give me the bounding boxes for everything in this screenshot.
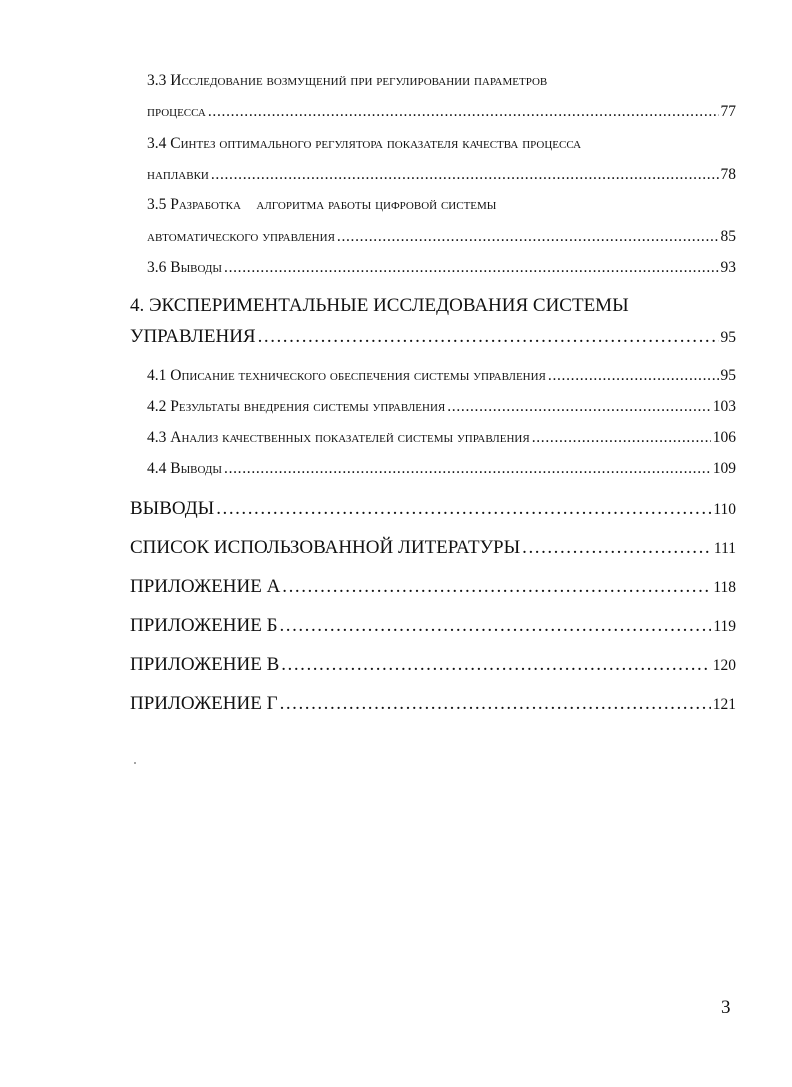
toc-conclusions[interactable] bbox=[130, 499, 736, 518]
toc-chapter-4-title: 4. ЭКСПЕРИМЕНТАЛЬНЫЕ ИССЛЕДОВАНИЯ СИСТЕМЫ bbox=[130, 295, 629, 316]
leader-dots bbox=[548, 368, 719, 384]
toc-appendix-c-page: 120 bbox=[712, 657, 736, 674]
toc-appendix-b-page: 119 bbox=[713, 618, 736, 635]
toc-chapter-4-title-cont: УПРАВЛЕНИЯ bbox=[130, 326, 256, 347]
leader-dots bbox=[337, 229, 719, 245]
toc-conclusions-page: 110 bbox=[713, 501, 736, 518]
toc-appendix-c-title: ПРИЛОЖЕНИЕ В bbox=[130, 654, 280, 675]
toc-entry-3-5[interactable] bbox=[147, 229, 736, 245]
toc-appendix-c[interactable] bbox=[130, 655, 736, 674]
toc-chapter-4[interactable] bbox=[130, 327, 736, 346]
toc-entry-4-4-title: 4.4 Выводы bbox=[147, 460, 223, 477]
toc-entry-3-5-title: 3.5 Разработка алгоритма работы цифровой системы bbox=[147, 196, 497, 213]
leader-dots bbox=[447, 399, 711, 415]
toc-entry-3-4[interactable] bbox=[147, 167, 736, 183]
toc-conclusions-title: ВЫВОДЫ bbox=[130, 498, 215, 519]
toc-appendix-a-page: 118 bbox=[713, 579, 736, 596]
toc-entry-3-6-title: 3.6 Выводы bbox=[147, 259, 223, 276]
leader-dots bbox=[211, 167, 719, 183]
toc-entry-3-6[interactable] bbox=[147, 260, 736, 276]
toc-entry-4-2-page: 103 bbox=[712, 398, 736, 415]
page-number: 3 bbox=[721, 997, 731, 1018]
leader-dots bbox=[279, 616, 711, 635]
toc-entry-3-4-page: 78 bbox=[720, 166, 736, 183]
leader-dots bbox=[224, 461, 711, 477]
toc-appendix-b[interactable] bbox=[130, 616, 736, 635]
leader-dots bbox=[280, 694, 711, 713]
toc-entry-4-3[interactable] bbox=[147, 430, 736, 446]
leader-dots bbox=[208, 104, 719, 120]
toc-appendix-b-title: ПРИЛОЖЕНИЕ Б bbox=[130, 615, 278, 636]
toc-entry-3-5-page: 85 bbox=[720, 228, 736, 245]
toc-references-title: СПИСОК ИСПОЛЬЗОВАННОЙ ЛИТЕРАТУРЫ bbox=[130, 537, 521, 558]
toc-entry-3-5-title-cont: автоматического управления bbox=[147, 228, 335, 245]
toc-references[interactable] bbox=[130, 538, 736, 557]
leader-dots bbox=[281, 655, 711, 674]
toc-entry-3-3-title-cont: процесса bbox=[147, 103, 206, 120]
toc-references-page: 111 bbox=[713, 540, 736, 557]
leader-dots bbox=[532, 430, 711, 446]
toc-appendix-a[interactable] bbox=[130, 577, 736, 596]
toc-entry-4-4-page: 109 bbox=[712, 460, 736, 477]
toc-entry-3-3-page: 77 bbox=[720, 103, 736, 120]
toc-chapter-4-page: 95 bbox=[720, 329, 736, 346]
leader-dots bbox=[522, 538, 712, 557]
toc-appendix-a-title: ПРИЛОЖЕНИЕ А bbox=[130, 576, 281, 597]
leader-dots bbox=[216, 499, 711, 518]
leader-dots bbox=[282, 577, 711, 596]
toc-entry-3-4-title: 3.4 Синтез оптимального регулятора показателя качества процесса bbox=[147, 135, 582, 152]
toc-entry-4-3-page: 106 bbox=[712, 429, 736, 446]
toc-entry-4-3-title: 4.3 Анализ качественных показателей системы управления bbox=[147, 429, 530, 446]
leader-dots bbox=[224, 260, 718, 276]
toc-entry-4-2[interactable] bbox=[147, 399, 736, 415]
toc-entry-4-1-page: 95 bbox=[720, 367, 736, 384]
scan-speck bbox=[134, 762, 136, 764]
leader-dots bbox=[258, 327, 719, 346]
toc-entry-4-4[interactable] bbox=[147, 461, 736, 477]
toc-appendix-d-title: ПРИЛОЖЕНИЕ Г bbox=[130, 693, 278, 714]
toc-appendix-d-page: 121 bbox=[712, 696, 736, 713]
toc-appendix-d[interactable] bbox=[130, 694, 736, 713]
toc-entry-3-3-title: 3.3 Исследование возмущений при регулировании параметров bbox=[147, 72, 548, 89]
toc-entry-4-1[interactable] bbox=[147, 368, 736, 384]
toc-entry-3-4-title-cont: наплавки bbox=[147, 166, 209, 183]
toc-entry-4-1-title: 4.1 Описание технического обеспечения системы управления bbox=[147, 367, 546, 384]
toc-entry-3-3[interactable] bbox=[147, 104, 736, 120]
toc-entry-3-6-page: 93 bbox=[720, 259, 736, 276]
toc-entry-4-2-title: 4.2 Результаты внедрения системы управления bbox=[147, 398, 446, 415]
